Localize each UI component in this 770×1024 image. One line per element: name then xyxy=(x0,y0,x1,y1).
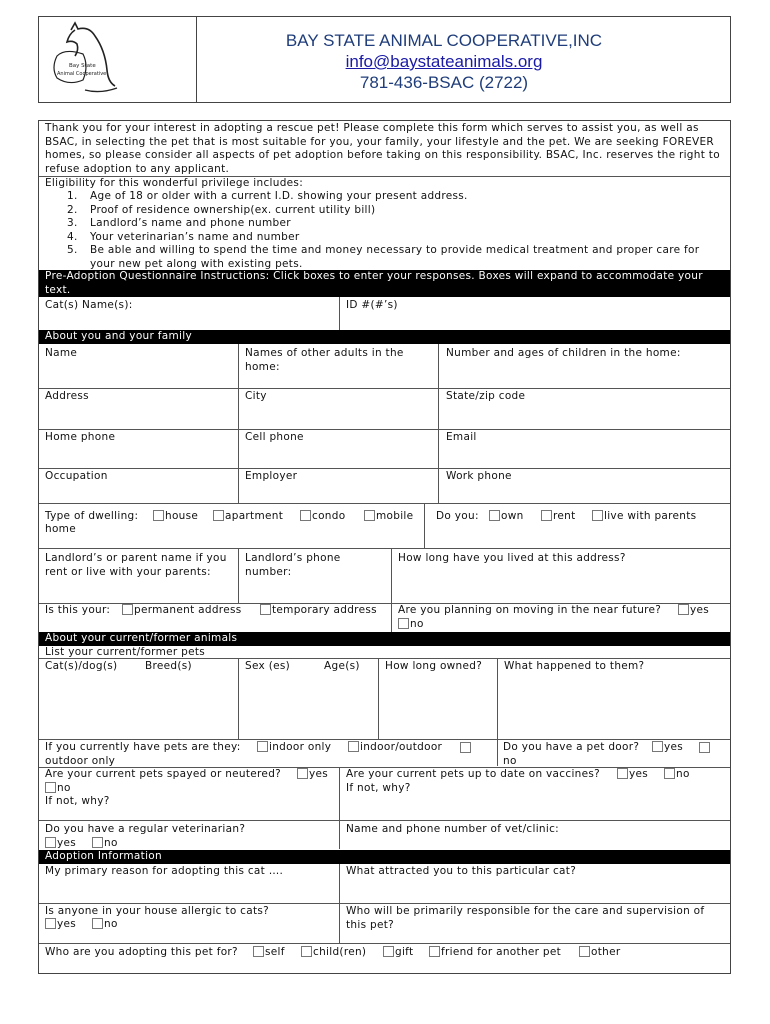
eligibility-item: Proof of residence ownership(ex. current utility bill) xyxy=(90,204,376,216)
col-cat-dog[interactable]: Cat(s)/dog(s) xyxy=(45,660,118,672)
pets-kept-label: If you currently have pets are they: xyxy=(45,741,241,753)
org-name: BAY STATE ANIMAL COOPERATIVE,INC xyxy=(285,31,603,50)
eligibility-item: Your veterinarian’s name and number xyxy=(90,231,300,243)
other-adults-field[interactable]: Names of other adults in the home: xyxy=(245,347,404,373)
email-field[interactable]: Email xyxy=(446,431,477,443)
checkbox[interactable] xyxy=(92,918,103,929)
divider xyxy=(497,658,498,766)
divider xyxy=(39,820,730,821)
dwelling-mobile-option[interactable] xyxy=(364,510,413,524)
divider xyxy=(39,548,730,549)
col-what-happened[interactable]: What happened to them? xyxy=(504,660,645,672)
pet-door-yes-option[interactable] xyxy=(652,741,683,755)
checkbox[interactable] xyxy=(678,604,689,615)
option-label: own xyxy=(501,510,524,522)
state-zip-field[interactable]: State/zip code xyxy=(446,390,526,402)
checkbox[interactable] xyxy=(664,768,675,779)
allergic-no-option[interactable] xyxy=(92,918,118,932)
name-field[interactable]: Name xyxy=(45,347,78,359)
list-number: 4. xyxy=(67,231,78,243)
logo-text-line1: Bay State xyxy=(69,63,96,69)
col-breed[interactable]: Breed(s) xyxy=(145,660,192,672)
divider xyxy=(39,903,730,904)
spayed-why-field[interactable]: If not, why? xyxy=(45,795,110,807)
option-label: live with parents xyxy=(604,510,697,522)
checkbox[interactable] xyxy=(592,510,603,521)
option-label: self xyxy=(265,946,285,958)
option-label: friend for another pet xyxy=(441,946,562,958)
checkbox[interactable] xyxy=(541,510,552,521)
do-you-label: Do you: xyxy=(436,510,479,522)
allergic-yes-option[interactable] xyxy=(45,918,76,932)
moving-no-option[interactable] xyxy=(398,618,424,632)
checkbox[interactable] xyxy=(364,510,375,521)
employer-field[interactable]: Employer xyxy=(245,470,298,482)
landlord-name-field[interactable]: Landlord’s or parent name if you rent or live with your parents: xyxy=(45,552,227,578)
vaccines-yes-option[interactable] xyxy=(617,768,648,782)
divider xyxy=(424,503,425,548)
cat-names-label[interactable]: Cat(s) Name(s): xyxy=(45,299,133,311)
permanent-address-option[interactable] xyxy=(122,604,242,618)
col-age[interactable]: Age(s) xyxy=(324,660,360,672)
adopting-for-question: Who are you adopting this pet for? xyxy=(45,946,238,958)
org-phone: 781-436-BSAC (2722) xyxy=(359,73,529,92)
dwelling-label: Type of dwelling: xyxy=(45,510,139,522)
list-number: 5. xyxy=(67,244,78,256)
eligibility-item: Be able and willing to spend the time and money necessary to provide medical treatment and proper care for your new pet along with existing pets. xyxy=(90,244,700,270)
dwelling-home-option: home xyxy=(45,523,76,535)
option-label: yes xyxy=(57,837,77,849)
divider xyxy=(39,503,730,504)
dwelling-condo-option[interactable] xyxy=(300,510,345,524)
adopt-gift-option[interactable] xyxy=(383,946,413,960)
checkbox[interactable] xyxy=(579,946,590,957)
option-label: yes xyxy=(57,918,77,930)
id-numbers-label[interactable]: ID #(#’s) xyxy=(346,299,398,311)
pet-door-no-label: no xyxy=(503,755,517,767)
divider xyxy=(39,943,730,944)
checkbox[interactable] xyxy=(297,768,308,779)
how-long-field[interactable]: How long have you lived at this address? xyxy=(398,552,626,564)
intro-text: Thank you for your interest in adopting a rescue pet! Please complete this form which serves to assist you, as well as BSAC, in selecting the pet that is most suitable for you, your family, your lifestyle and the pet. We are seeking FOREVER homes, so please consider all aspects of pet adoption before taking on this responsibility. BSAC, Inc. reserves the right to refuse adoption to any applicant. xyxy=(45,122,720,175)
divider xyxy=(378,658,379,739)
eligibility-title: Eligibility for this wonderful privilege includes: xyxy=(45,177,304,189)
spayed-no-option[interactable] xyxy=(45,782,71,796)
checkbox[interactable] xyxy=(429,946,440,957)
checkbox[interactable] xyxy=(257,741,268,752)
divider xyxy=(238,658,239,739)
address-field[interactable]: Address xyxy=(45,390,89,402)
adopt-friend-option[interactable] xyxy=(429,946,561,960)
col-sex[interactable]: Sex (es) xyxy=(245,660,291,672)
checkbox[interactable] xyxy=(489,510,500,521)
vet-name-field[interactable]: Name and phone number of vet/clinic: xyxy=(346,823,559,835)
indoor-only-option[interactable] xyxy=(257,741,331,755)
divider xyxy=(438,344,439,503)
option-label: condo xyxy=(312,510,346,522)
section-family-title: About you and your family xyxy=(39,330,730,344)
vaccines-question: Are your current pets up to date on vaccines? xyxy=(346,768,601,780)
divider xyxy=(39,468,730,469)
regular-vet-yes-option[interactable] xyxy=(45,837,76,851)
option-label: indoor/outdoor xyxy=(360,741,443,753)
option-label: rent xyxy=(553,510,576,522)
checkbox[interactable] xyxy=(383,946,394,957)
option-label: yes xyxy=(690,604,710,616)
eligibility-item: Age of 18 or older with a current I.D. showing your present address. xyxy=(90,190,468,202)
option-label: indoor only xyxy=(269,741,332,753)
eligibility-item: Landlord’s name and phone number xyxy=(90,217,291,229)
vaccines-why-field[interactable]: If not, why? xyxy=(346,782,411,794)
divider xyxy=(238,548,239,603)
instructions-bar: Pre-Adoption Questionnaire Instructions: Click boxes to enter your responses. Boxes will expand to accommodate your text. xyxy=(39,270,730,297)
vaccines-no-option[interactable] xyxy=(664,768,690,782)
divider xyxy=(39,739,730,740)
checkbox[interactable] xyxy=(300,510,311,521)
logo-text-line2: Animal Cooperative xyxy=(57,71,107,77)
responsible-field[interactable]: Who will be primarily responsible for the care and supervision of this pet? xyxy=(346,905,705,931)
checkbox[interactable] xyxy=(213,510,224,521)
section-animals-title: About your current/former animals xyxy=(39,632,730,646)
allergic-question: Is anyone in your house allergic to cats? xyxy=(45,905,270,917)
option-label: mobile xyxy=(376,510,414,522)
checkbox[interactable] xyxy=(398,618,409,629)
option-label: house xyxy=(165,510,199,522)
option-label: no xyxy=(104,918,118,930)
checkbox[interactable] xyxy=(92,837,103,848)
attracted-field[interactable]: What attracted you to this particular cat? xyxy=(346,865,577,877)
divider xyxy=(39,429,730,430)
work-phone-field[interactable]: Work phone xyxy=(446,470,512,482)
moving-yes-option[interactable] xyxy=(678,604,709,618)
option-label: permanent address xyxy=(134,604,242,616)
checkbox[interactable] xyxy=(348,741,359,752)
checkbox[interactable] xyxy=(260,604,271,615)
regular-vet-no-option[interactable] xyxy=(92,837,118,851)
option-label: other xyxy=(591,946,621,958)
checkbox[interactable] xyxy=(652,741,663,752)
adopt-self-option[interactable] xyxy=(253,946,285,960)
primary-reason-field[interactable]: My primary reason for adopting this cat …. xyxy=(45,865,284,877)
list-pets-label: List your current/former pets xyxy=(45,646,206,658)
list-number: 1. xyxy=(67,190,78,202)
pet-door-question: Do you have a pet door? xyxy=(503,741,640,753)
col-how-long-owned[interactable]: How long owned? xyxy=(385,660,483,672)
pet-door-no-checkbox[interactable] xyxy=(699,742,710,753)
organization-logo xyxy=(45,20,125,96)
rent-option[interactable] xyxy=(541,510,576,524)
checkbox[interactable] xyxy=(45,837,56,848)
option-label: no xyxy=(410,618,424,630)
dwelling-house-option[interactable] xyxy=(153,510,198,524)
divider xyxy=(39,658,730,659)
divider xyxy=(39,388,730,389)
option-label: temporary address xyxy=(272,604,377,616)
outdoor-only-checkbox[interactable] xyxy=(460,742,471,753)
option-label: yes xyxy=(309,768,329,780)
children-field[interactable]: Number and ages of children in the home: xyxy=(446,347,681,359)
spayed-yes-option[interactable] xyxy=(297,768,328,782)
moving-question: Are you planning on moving in the near future? xyxy=(398,604,662,616)
option-label: yes xyxy=(629,768,649,780)
cell-phone-field[interactable]: Cell phone xyxy=(245,431,304,443)
checkbox[interactable] xyxy=(45,782,56,793)
landlord-phone-field[interactable]: Landlord’s phone number: xyxy=(245,552,341,578)
indoor-outdoor-option[interactable] xyxy=(348,741,442,755)
own-option[interactable] xyxy=(489,510,524,524)
option-label: child(ren) xyxy=(313,946,367,958)
checkbox[interactable] xyxy=(617,768,628,779)
outdoor-only-label: outdoor only xyxy=(45,755,116,767)
regular-vet-question: Do you have a regular veterinarian? xyxy=(45,823,246,835)
option-label: no xyxy=(676,768,690,780)
checkbox[interactable] xyxy=(45,918,56,929)
adopt-other-option[interactable] xyxy=(579,946,620,960)
dwelling-apartment-option[interactable] xyxy=(213,510,283,524)
divider xyxy=(238,344,239,503)
adopt-children-option[interactable] xyxy=(301,946,366,960)
list-number: 3. xyxy=(67,217,78,229)
occupation-field[interactable]: Occupation xyxy=(45,470,108,482)
city-field[interactable]: City xyxy=(245,390,267,402)
checkbox[interactable] xyxy=(122,604,133,615)
spayed-question: Are your current pets spayed or neutered? xyxy=(45,768,282,780)
temporary-address-option[interactable] xyxy=(260,604,377,618)
option-label: no xyxy=(57,782,71,794)
checkbox[interactable] xyxy=(253,946,264,957)
option-label: yes xyxy=(664,741,684,753)
option-label: apartment xyxy=(225,510,284,522)
option-label: no xyxy=(104,837,118,849)
divider xyxy=(339,297,340,330)
home-phone-field[interactable]: Home phone xyxy=(45,431,116,443)
org-email-link[interactable]: info@baystateanimals.org xyxy=(345,52,543,71)
divider xyxy=(391,548,392,633)
option-label: gift xyxy=(395,946,414,958)
section-adoption-title: Adoption Information xyxy=(39,850,730,864)
is-this-your-label: Is this your: xyxy=(45,604,111,616)
checkbox[interactable] xyxy=(301,946,312,957)
divider xyxy=(339,767,340,849)
live-with-parents-option[interactable] xyxy=(592,510,696,524)
checkbox[interactable] xyxy=(153,510,164,521)
list-number: 2. xyxy=(67,204,78,216)
